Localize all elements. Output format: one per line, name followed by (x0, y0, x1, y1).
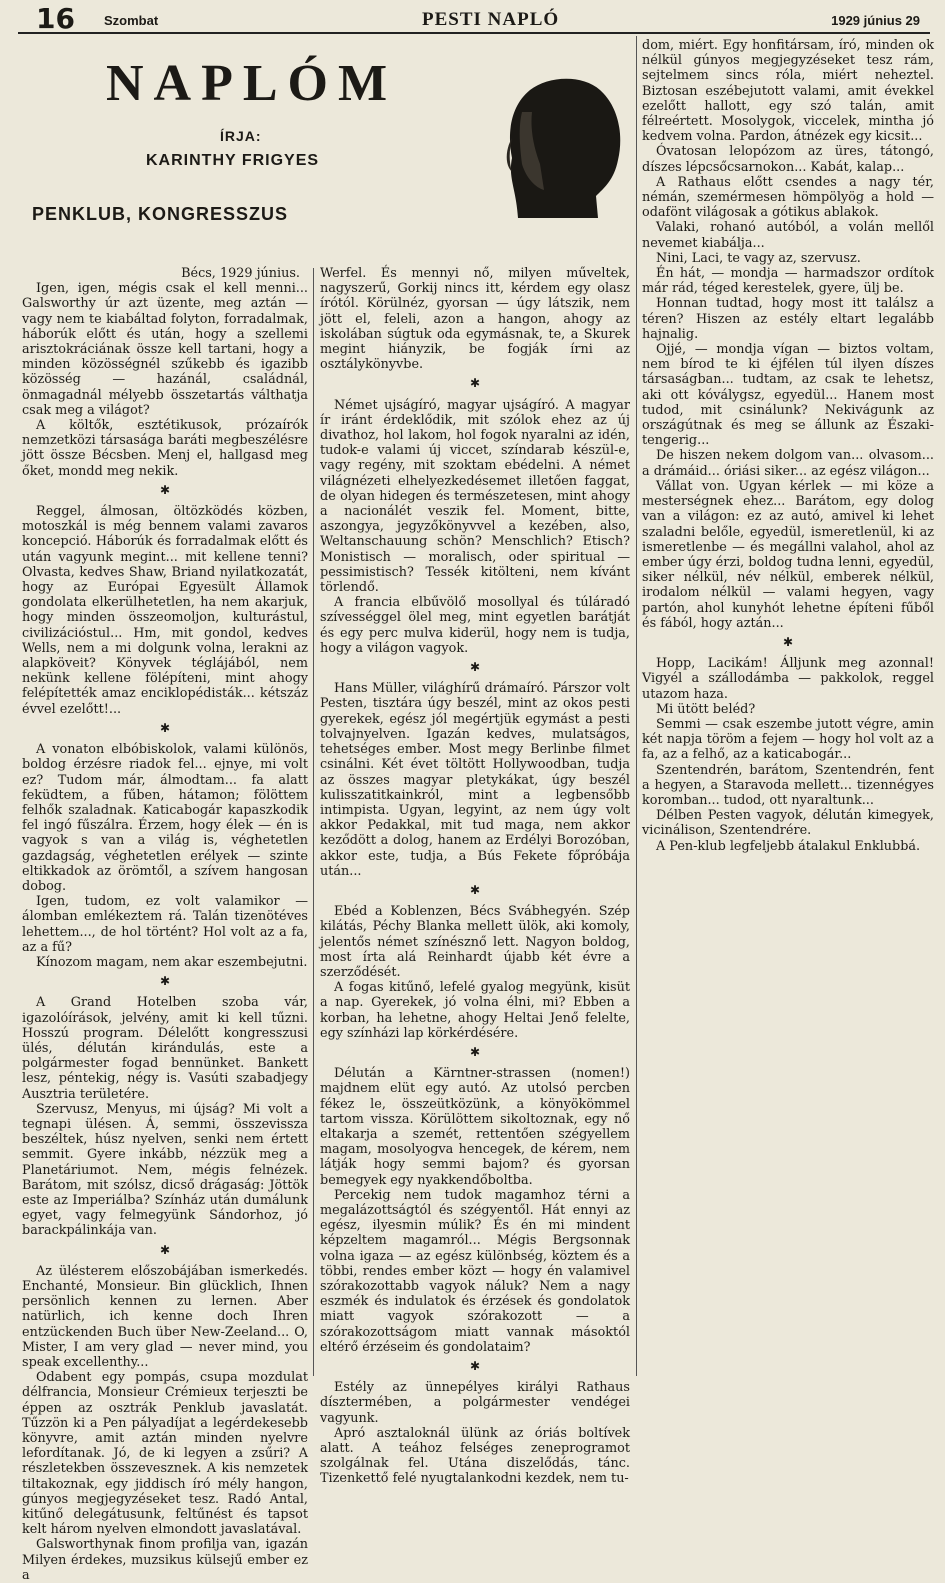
paragraph: Délután a Kärntner-strassen (nomen!) majdnem elüt egy autó. Az utolsó percben fékez le, összeütközünk, a könyökömmel tartom vissza. Körülöttem sikoltoznak, egy nő eltakarja a szemét, rettentően szégyellem magam, mosolyogva hencegek, de kérem, nem látják hogy semmi bajom? és gyorsan bemegyek egy nyakkendőboltba. (320, 1066, 630, 1188)
paragraph: A Grand Hotelben szoba vár, igazolóírások, jelvény, amit ki kell tűzni. Hosszú program. Délelőtt kongresszusi ülés, délután kirándulás, este a polgármester fogad bennünket. Bankett lesz, péntekig, négy is. Vasúti szabadjegy Ausztria területére. (22, 995, 308, 1102)
paragraph: Semmi — csak eszembe jutott végre, amin két napja töröm a fejem — hogy hol volt az a fa, az a felhő, az a katicabogár... (642, 716, 934, 763)
article-subtitle: PENKLUB, KONGRESSZUS (32, 204, 289, 224)
paragraph: De hiszen nekem dolgom van... olvasom... a drámáid... óriási siker... az egész világon... (642, 448, 934, 479)
paragraph: Szervusz, Menyus, mi újság? Mi volt a tegnapi ülésen. Á, semmi, összevissza beszéltek, húsz nyelven, senki nem értett semmit. Gyere inkább, nézzük meg a Planetáriumot. Nem, mégis felnézek. Barátom, mit szólsz, dicső drágaság: Jöttök este az Imperiálba? Színház után dumálunk egyet, vagy felmegyünk Sándorhoz, jó barackpálinkája van. (22, 1101, 308, 1239)
paragraph: Reggel, álmosan, öltözködés közben, motoszkál is még bennem valami zavaros koncepció. Háborúk és forradalmak előtt és után vagyunk megint... mit kellene tenni? Olvasta, kedves Shaw, Briand nyilatkozatát, hogy az Európai Egyesült Államok gondolata elkerülhetetlen, ha nem akarjuk, hogy minden összeomoljon, kulturástul, civilizációstul... Hm, mit gondol, kedves Wells, nem a mi dolgunk volna, lerakni az alapköveit? Könyvek téglájából, nem nekünk kellene fölépíteni, mint ahogy felépítették amaz enciklopédisták... kétszáz évvel ezelőtt!... (22, 504, 308, 717)
paragraph: Galsworthynak finom profilja van, igazán Milyen érdekes, muzsikus külsejű ember ez a (22, 1537, 308, 1583)
paragraph: Óvatosan lelopózom az üres, tátongó, díszes lépcsőcsarnokon... Kabát, kalap... (642, 144, 934, 175)
paragraph: Vállat von. Ugyan kérlek — mi köze a mesterségnek ehez... Barátom, egy dolog van a világon: ez az autó, amivel ki lehet szaladni belőle, egyedül, ismeretlenül, ki az ismeretlenbe — és megállni valahol, ahol az ember úgy érzi, boldog tudna lenni, egyedül, siker nélkül, név nélkül, emberek nélkül, irodalom nélkül — valami hegyen, vagy partón, ahol kunyhót lehetne építeni fűből és fából, hogy aztán... (642, 478, 934, 631)
paragraph: Ojjé, — mondja vígan — biztos voltam, nem bírod te ki éjfélen túl ilyen díszes társaságban... tudtam, az csak te lehetsz, aki ott kóválygsz, egyedül... Hanem most tudod, mit csinálunk? Nekivágunk az országútnak és meg se állunk az Északi-tengerig... (642, 342, 934, 449)
paragraph: Hans Müller, világhírű drámaíró. Párszor volt Pesten, tisztára úgy beszél, mint az okos pesti gyerekek, egész jól megértjük egymást a pesti tolvajnyelven. Igazán kedves, mulatságos, tehetséges ember. Most megy Berlinbe filmet csinálni. Két évet töltött Hollywoodban, tudja az összes magyar pletykákat, úgy beszél kulisszatitkainkról, mint a legbensőbb intimpista. Ugyan, legyint, az nem úgy volt akkor Pedakkal, mit tud maga, nem akkor keződött a dolog, hanem az Erdélyi Borozóban, akkor este, tudja, a Bús Fekete főpróbája után... (320, 681, 630, 879)
paragraph: A vonaton elbóbiskolok, valami különös, boldog érzésre riadok fel... ejnye, mi volt ez? Tudom már, álmodtam... fa alatt feküdtem, a fűben, hátamon; fölöttem felhők szaladnak. Katicabogár kapaszkodik fel ingó fűszálra. Érzem, hogy élek — én is vagyok s van a világ is, véghetetlen gazdagság, véghetetlen erélyek — szinte eltikkadok az örömtől, a szívem hangosan dobog. (22, 742, 308, 894)
paragraph: Ebéd a Koblenzen, Bécs Svábhegyén. Szép kilátás, Péchy Blanka mellett ülök, aki komoly, jelentős német színésznő lett. Nagyon boldog, most írta alá Reinhardt újabb két évre a szerződését. (320, 904, 630, 980)
paragraph: Szentendrén, barátom, Szentendrén, fent a hegyen, a Staravoda mellett... tizennégyes koromban... tudod, ott nyaraltunk... (642, 762, 934, 808)
paragraph: A fogas kitűnő, lefelé gyalog megyünk, kisüt a nap. Gyerekek, jó volna élni, mi? Ebben a korban, ha lehetne, ahogy Heltai Jenő felelte, egy színházi lap körkérdésére. (320, 980, 630, 1041)
paragraph: Odabent egy pompás, csupa mozdulat délfrancia, Monsieur Crémieux terjeszti be éppen az osztrák Penklub javaslatát. Tűzzön ki a Pen pályadíjat a legérdekesebb könyvre, amit aztán minden nyelvre lefordítanak. Jó, de ki legyen a zsűri? A részletekben összevesznek. A kis nemzetek tiltakoznak, egy jiddisch író mély hangon, gúnyos megjegyzéseket tesz. Radó Antal, kitűnő delegátusunk, feltűnést és tapsot kelt három nyelven elmondott javaslatával. (22, 1370, 308, 1538)
column-rule (313, 268, 314, 1376)
article-header (20, 36, 632, 268)
byline-prefix: ÍRJA: (220, 128, 262, 144)
author-portrait (478, 68, 626, 216)
paragraph: A Pen-klub legfeljebb átalakul Enklubbá. (656, 838, 921, 854)
section-star: ✱ (159, 974, 171, 989)
section-star: ✱ (469, 660, 481, 675)
column-rule (636, 36, 637, 1376)
section-star: ✱ (782, 634, 794, 649)
paragraph: Az ülésterem előszobájában ismerkedés. Enchanté, Monsieur. Bin glücklich, Ihnen persönlich kennen zu lernen. Aber natürlich, ich kenne doch Ihren entzückenden Buch über New-Zeeland... O, Mister, I am very glad — never mind, you speak excellenthy... (22, 1263, 308, 1371)
paragraph: A Rathaus előtt csendes a nagy tér, némán, szemérmesen hömpölyög a hold — odafönt világosak a gótikus ablakok. (642, 174, 934, 221)
section-star: ✱ (469, 882, 481, 897)
section-star: ✱ (159, 1242, 171, 1257)
paragraph: Igen, tudom, ez volt valamikor — álomban emlékeztem rá. Talán tizenötéves lehettem..., de hol történt? Hol volt az a fa, az a fű? (22, 894, 308, 955)
section-star: ✱ (469, 376, 481, 391)
masthead (18, 4, 930, 34)
paragraph: Estély az ünnepélyes királyi Rathaus dísztermében, a polgármester vendégei vagyunk. (320, 1380, 630, 1426)
paragraph: Percekig nem tudok magamhoz térni a megalázottságtól és szégyentől. Hát ennyi az egész, ilyesmin múlik? És én mi mindent képzeltem magamról... Mégis Bergsonnak volna igaza — az egész különbség, köztem és a többi, rendes ember közt — hogy én valamivel szórakozottabb vagyok náluk? Nem a nagy eszmék és indulatok és érzések és gondolatok miatt vagyok szórakozott — a szórakozottságom miatt vannak másoktól eltérő érzéseim és gondolataim? (320, 1187, 630, 1355)
newspaper-name: PESTI NAPLÓ (422, 9, 560, 30)
paragraph: Igen, igen, mégis csak el kell menni... Galsworthy úr azt üzente, meg aztán — vagy nem te kiabáltad folyton, forradalmak, háborúk előtt és után, hogy a szellemi arisztokráciának össze kell tartani, hogy a minden közösségnél szűkebb és igazibb közösség — hazánál, családnál, önmagadnál mélyebb összetartás válthatja csak meg a világot? (22, 281, 308, 418)
paragraph: A költők, esztétikusok, prózaírók nemzetközi társasága baráti megbeszélésre jött össze Bécsben. Menj el, hallgasd meg őket, mondd meg nekik. (22, 418, 308, 479)
paragraph: Mi ütött beléd? (656, 701, 756, 717)
paragraph: Hopp, Lacikám! Álljunk meg azonnal! Vigyél a szállodámba — pakkolok, reggel utazom haza. (642, 656, 934, 702)
paragraph: Valaki, rohanó autóból, a volán mellől nevemet kiabálja... (642, 220, 934, 251)
paragraph: A francia elbűvölő mosollyal és túláradó szívességgel ölel meg, mint egyetlen barátját és egy perc mulva kiderül, hogy nem is tudja, hogy a világon vagyok. (320, 595, 630, 656)
paragraph: Német ujságíró, magyar ujságíró. A magyar ír iránt érdeklődik, mit szólok ehez az új divathoz, hol lakom, hol fogok nyaralni az idén, tudok-e valami új viccet, színdarab készül-e, vagy regény, mit szoktam ebédelni. A német világnézeti elhelyezkedésemet illetően faggat, de olyan hidegen és természetesen, mint ahogy a nacionálét veszik fel. Moment, bitte, aszongya, jegyzőkönyvvel a kezében, also, Weltanschauung schön? Menschlich? Etisch? Monistisch — moralisch, oder spiritual — pessimistisch? Tessék kitölteni, nem kívánt törlendő. (320, 397, 630, 596)
paragraph: Kínozom magam, nem akar eszembejutni. (36, 954, 308, 970)
column-2 (320, 266, 630, 1487)
section-star: ✱ (469, 1044, 481, 1059)
paragraph: Werfel. És mennyi nő, milyen műveltek, nagyszerű, Gorkij nincs itt, kérdem egy olasz írótól. Körülnéz, gyorsan — úgy látszik, nem jött el, feleli, azon a hangon, ahogy az iskolában súgtuk oda egymásnak, te, a Skurek megint hiányzik, be fogják írni az osztálykönyvbe. (320, 266, 630, 373)
dateline: Bécs, 1929 június. (181, 266, 300, 281)
paragraph: Apró asztaloknál ülünk az óriás boltívek alatt. A teához felséges zeneprogramot szolgálnak fel. Utána diszelődás, tánc. Tizenkettő felé nyugtalankodni kezdek, nem tu- (320, 1425, 630, 1487)
section-star: ✱ (159, 482, 171, 497)
column-1 (22, 266, 308, 1583)
paragraph: Nini, Laci, te vagy az, szervusz. (656, 250, 861, 266)
section-star: ✱ (159, 720, 171, 735)
paragraph: Délben Pesten vagyok, délután kimegyek, vicinálison, Szentendrére. (642, 808, 934, 839)
page-number: 16 (36, 2, 75, 35)
issue-date: 1929 június 29 (831, 13, 920, 28)
column-3 (642, 38, 934, 1374)
page-day: Szombat (104, 13, 159, 28)
article-title: NAPLÓM (106, 55, 398, 112)
paragraph: Honnan tudtad, hogy most itt találsz a téren? Hiszen az estély eltart legalább hajnalig. (642, 296, 934, 342)
paragraph: dom, miért. Egy honfitársam, író, minden ok nélkül gúnyos megjegyzéseket tesz rám, sejtelmem sincs róla, miért neheztel. Biztosan eszébejutott valami, amit évekkel ezelőtt hallott, egy szó talán, amit félreértett. Mosolygok, viccelek, mintha jó kedvem volna. Pardon, átnézek egy kicsit... (642, 38, 934, 145)
section-star: ✱ (469, 1359, 481, 1374)
paragraph: Én hát, — mondja — harmadszor ordítok már rád, téged kerestelek, gyere, ülj be. (642, 266, 934, 297)
author-name: KARINTHY FRIGYES (146, 152, 320, 169)
